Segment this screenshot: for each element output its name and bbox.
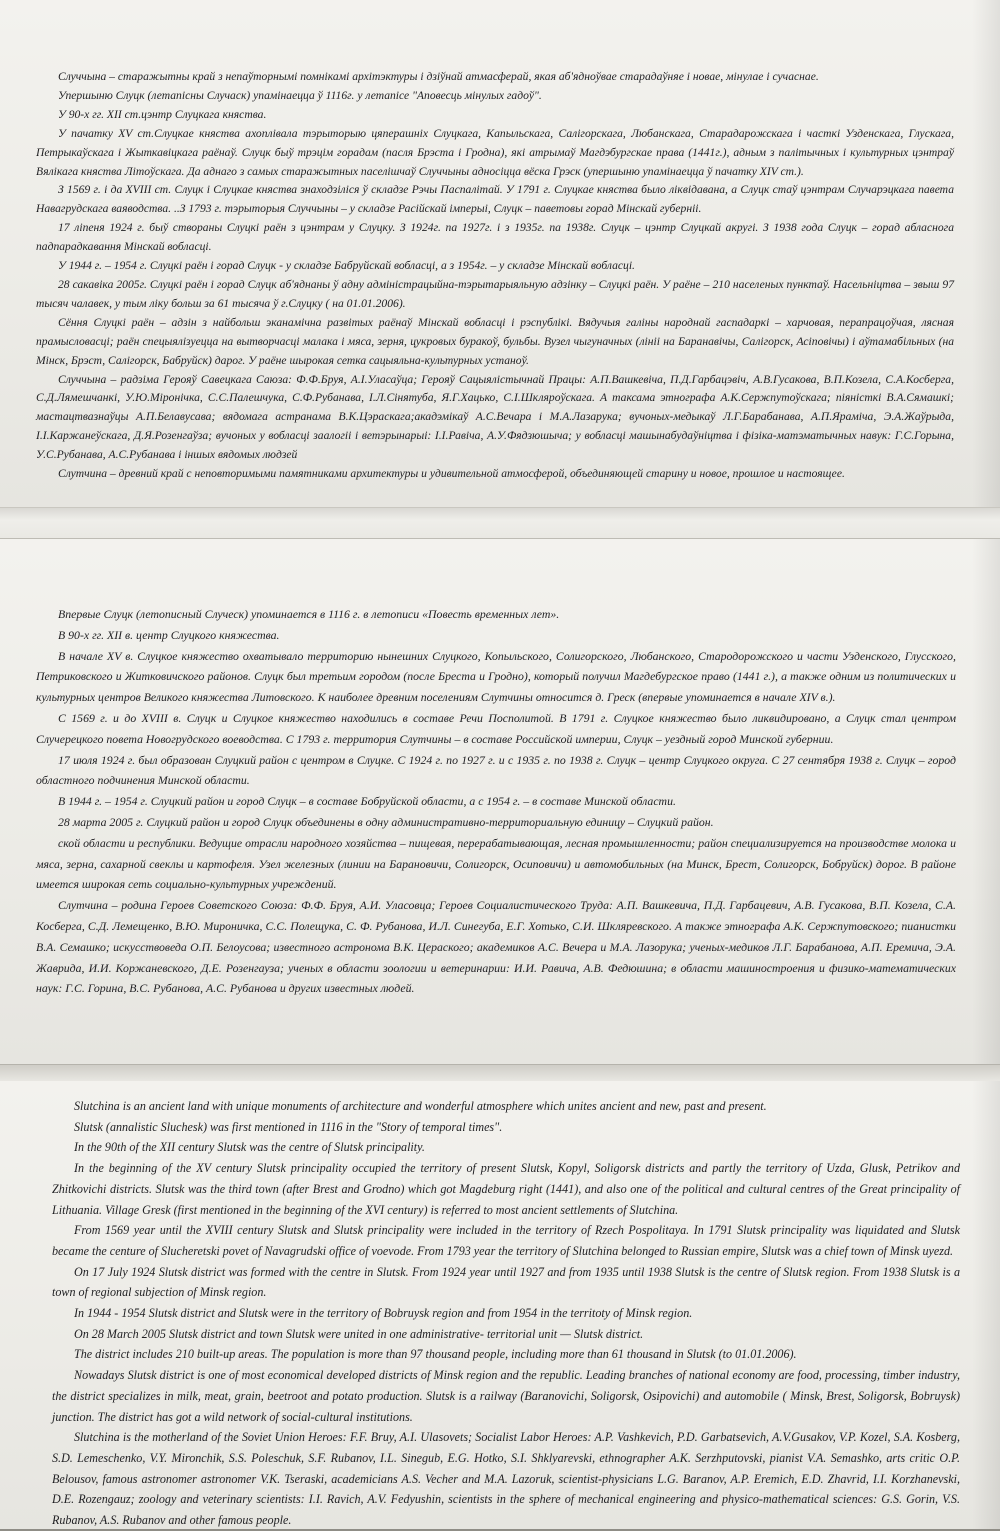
paragraph: У пачатку XV ст.Слуцкае княства ахоплівала тэрыторыю цяперашніх Слуцкага, Капыльскага, Салігорскага, Любанскага, Старадарожскага і часткі Узденскага, Глускага, Петрыкаўскага і Жыткавіцкага раёнаў. Слуцк быў трэцім горадам (пасля Брэста і Гродна), які атрымаў Магдэбургскае права (1441г.), адным з палітычных і культурных цэнтраў Вялікага княства Літоўскага. Да аднаго з самых старажытных паселішчаў Случчыны адносіцца вёска Грэск (упершыню упамінаецца ў пачатку XIV ст.). (36, 126, 954, 178)
paragraph: С 1569 г. и до XVIII в. Слуцк и Слуцкое княжество находились в составе Речи Посполитой. В 1791 г. Слуцкое княжество было ликвидировано, а Слуцк стал центром Случерецкого повета Новогрудского воеводства. С 1793 г. территория Слутчины – в составе Российской империи, Слуцк – уездный город Минской губернии. (36, 710, 956, 746)
paragraph: Впервые Слуцк (летописный Случеск) упоминается в 1116 г. в летописи «Повесть временных лет». (58, 607, 560, 621)
paragraph: 17 июля 1924 г. был образован Слуцкий район с центром в Слуцке. С 1924 г. по 1927 г. и с 1935 г. по 1938 г. Слуцк – центр Слуцкого округа. С 27 сентября 1938 г. Слуцк – город областного подчинения Минской области. (36, 752, 956, 788)
paragraph: Slutchina is an ancient land with unique monuments of architecture and wonderful atmosphere which unites ancient and new, past and present. (74, 1099, 767, 1113)
paragraph: Slutchina is the motherland of the Soviet Union Heroes: F.F. Bruy, A.I. Ulasovets; Socialist Labor Heroes: A.P. Vashkevich, P.D. Garbatsevich, A.V.Gusakov, V.P. Kozel, S.A. Kosberg, S.D. Lemeschenko, V.Y. Mironchik, S.S. Poleschuk, S.F. Rubanov, I.L. Sinegub, E.G. Hotko, S.I. Shklyarevski, ethnographer A.K. Serzhputovski, pianist V.A. Semashko, arts critic O.P. Belousov, famous astronomer astronomer V.K. Tseraski, academicians A.S. Vecher and M.A. Lazoruk, scientist-physicians L.G. Baranov, A.P. Eremich, E.D. Zhavrid, I.I. Korzhanevski, D.E. Rozengauz; zoology and veterinary scientists: I.I. Ravich, A.V. Fedyushin, scientists in the sphere of mechanical engineering and physico-mathematical sciences: G.S. Gorin, V.S. Rubanov, A.S. Rubanov and other famous people. (52, 1430, 960, 1528)
paragraph: Nowadays Slutsk district is one of most economical developed districts of Minsk region and the republic. Leading branches of national economy are food, processing, timber industry, the district specializes in milk, meat, grain, beetroot and potato production. Slutsk is a railway (Baranovichi, Soligorsk, Osipovichi) and automobile ( Minsk, Brest, Soligorsk, Bobruysk) junction. The district has got a wild network of social-cultural institutions. (52, 1368, 960, 1424)
paragraph: У 1944 г. – 1954 г. Слуцкі раён і горад Слуцк - у складзе Бабруйскай вобласці, а з 1954г. – у складзе Мінскай вобласці. (58, 259, 635, 273)
paragraph: Slutsk (annalistic Sluchesk) was first mentioned in 1116 in the "Story of temporal times". (74, 1119, 503, 1134)
paragraph: Слутчина – древний край с неповторимыми памятниками архитектуры и удивительной атмосферой, объединяющей старину и новое, прошлое и настоящее. (58, 467, 845, 481)
paragraph: 28 сакавіка 2005г. Слуцкі раён і горад Слуцк аб'яднаны ў адну адміністрацыйна-тэрытарыяльную адзінку – Слуцкі раён. У раёне – 210 населеных пунктаў. Насельніцтва – звыш 97 тысяч чалавек, у тым ліку больш за 61 тысяча ў г.Слуцку ( на 01.01.2006). (36, 277, 954, 310)
paragraph: Случчына – старажытны край з непаўторнымі помнікамі архітэктуры і дзіўнай атмасферай, якая аб'ядноўвае старадаўняе і новае, мінулае і сучаснае. (58, 70, 819, 83)
paragraph: ской области и республики. Ведущие отрасли народного хозяйства – пищевая, перерабатывающая, лесная промышленности; район специализируется на производстве молока и мяса, зерна, сахарной свеклы и картофеля. Узел железных (линии на Барановичи, Солигорск, Осиповичи) и автомобильных (на Минск, Брест, Солигорск, Бобруйск) дорог. В районе имеется широкая сеть социально-культурных учреждений. (36, 835, 956, 892)
paragraph: 28 марта 2005 г. Слуцкий район и город Слуцк объединены в одну административно-территориальную единицу – Слуцкий район. (58, 814, 714, 829)
paragraph: Сёння Слуцкі раён – адзін з найбольш эканамічна развітых раёнаў Мінскай вобласці і рэспублікі. Вядучыя галіны народнай гаспадаркі – харчовая, перапрацоўчая, лясная прамысловасці; раён спецыялізуецца на вытворчасці малака і мяса, зерня, цукровых буракоў, бульбы. Вузел чыгуначных (лініі на Баранавічы, Салігорск, Асіповічы) і аўтамабільных (на Мінск, Брэст, Салігорск, Бабруйск) дарог. У раёне шырокая сетка сацыяльна-культурных устаноў. (36, 315, 954, 367)
english-history-text (52, 1096, 960, 1531)
paragraph: З 1569 г. і да XVIII ст. Слуцк і Слуцкае княства знаходзіліся ў складзе Рэчы Паспалітай. У 1791 г. Слуцкае княства было ліквідавана, а Слуцк стаў цэнтрам Случарэцкага павета Навагрудскага ваяводства. ..З 1793 г. тэрыторыя Случчыны – у складзе Расійскай імперыі, Слуцк – паветовы горад Мінскай губерніі. (36, 183, 954, 216)
paragraph: У 90-х гг. XII ст.цэнтр Слуцкага княства. (58, 107, 267, 121)
paragraph: In 1944 - 1954 Slutsk district and Slutsk were in the territory of Bobruysk region and from 1954 in the territoty of Minsk region. (74, 1306, 693, 1321)
paragraph: In the 90th of the XII century Slutsk was the centre of Slutsk principality. (74, 1140, 425, 1155)
paragraph: From 1569 year until the XVIII century Slutsk and Slutsk principality were included in the territory of Rzech Pospolitaya. In 1791 Slutsk principality was liquidated and Slutsk became the centure of Slucheretski povet of Navagrudski office of voevode. From 1793 year the territory of Slutchina belonged to Russian empire, Slutsk was a chief town of Minsk uyezd. (52, 1223, 960, 1258)
paragraph: Слутчина – родина Героев Советского Союза: Ф.Ф. Бруя, А.И. Уласовца; Героев Социалистического Труда: А.П. Вашкевича, П.Д. Гарбацевич, А.В. Гусакова, В.П. Козела, С.А. Косберга, С.Д. Лемещенко, В.Ю. Мироничка, С.С. Полещука, С. Ф. Рубанова, И.Л. Синегуба, Е.Г. Хотько, С.И. Шкляревского. А также этнографа А.К. Сержпутовского; пианистки В.А. Семашко; искусствоведа О.П. Белоусова; известного астронома В.К. Цераского; академиков А.С. Вечера и М.А. Лазорука; ученых-медиков Л.Г. Барабанова, А.П. Еремича, Э.А. Жаврида, И.И. Коржаневского, Д.Е. Розенгауза; ученых в области зоологии и ветеринарии: И.И. Равича, А.В. Федюшина; в области машиностроения и физико-математических наук: Г.С. Горина, В.С. Рубанова, А.С. Рубанова и других известных людей. (36, 898, 956, 996)
paragraph: Упершыню Слуцк (летапісны Случаск) упамінаецца ў 1116г. у летапісе "Аповесць мінулых гадоў". (58, 88, 542, 102)
paragraph: The district includes 210 built-up areas. The population is more than 97 thousand people, including more than 61 thousand in Slutsk (to 01.01.2006). (74, 1347, 797, 1362)
paragraph: Случчына – радзіма Герояў Савецкага Саюза: Ф.Ф.Бруя, А.І.Уласаўца; Герояў Сацыялістычнай Працы: А.П.Вашкевіча, П.Д.Гарбацэвіч, А.В.Гусакова, В.П.Козела, С.А.Косберга, С.Д.Лямешчанкі, У.Ю.Міронічка, С.С.Палешчука, С.Ф.Рубанава, І.Л.Сінятуба, Я.Г.Хацько, С.І.Шкляроўскага. А таксама этнографа А.К.Сержпутоўскага; піяністкі В.А.Сямашкі; мастацтвазнаўцы А.П.Белавусава; вядомага астранама В.К.Цэраскага;акадэмікаў А.С.Вечара і М.А.Лазарука; вучоных-медыкаў Л.Г.Барабанава, А.П.Яраміча, Э.А.Жаўрыда, І.І.Каржанеўскага, Д.Я.Розенгаўза; вучоных у вобласці заалогіі і ветэрынарыі: І.І.Равіча, А.У.Фядзюшыча; у вобласці машынабудаўніцтва і фізіка-матэматычных навук: Г.С.Горына, У.С.Рубанава, А.С.Рубанава і іншых вядомых людзей (36, 372, 954, 462)
paragraph: В 1944 г. – 1954 г. Слуцкий район и город Слуцк – в составе Бобруйской области, а с 1954 г. – в составе Минской области. (58, 794, 676, 809)
paragraph: In the beginning of the XV century Slutsk principality occupied the territory of present Slutsk, Kopyl, Soligorsk districts and partly the territory of Uzda, Glusk, Petrikov and Zhitkovichi districts. Slutsk was the third town (after Brest and Grodno) which got Magdeburg right (1441), and also one of the political and cultural centres of the Great principality of Lithuania. Village Gresk (first mentioned in the beginning of the XVI century) is referred to most ancient settlements of Slutchina. (52, 1161, 960, 1217)
belarusian-history-text (36, 68, 954, 484)
page-edge-shadow (972, 0, 1000, 507)
paragraph: 17 ліпеня 1924 г. быў створаны Слуцкі раён з цэнтрам у Слуцку. З 1924г. па 1927г. і з 1935г. па 1938г. Слуцк – цэнтр Слуцкай акругі. З 1938 года Слуцк – горад абласнога падпарадкавання Мінскай вобласці. (36, 221, 954, 254)
fold-crease (0, 1065, 1000, 1081)
paragraph: On 28 March 2005 Slutsk district and town Slutsk were united in one administrative- territorial unit — Slutsk district. (74, 1326, 644, 1341)
russian-history-text (36, 604, 956, 999)
paragraph: В начале XV в. Слуцкое княжество охватывало территорию нынешних Слуцкого, Копыльского, Солигорского, Любанского, Стародорожского и части Узденского, Глусского, Петриковского и Житковичского районов. Слуцк был третьим городом (после Бреста и Гродно), который получил Магдебургское право (1441 г.), а также одним из политических и культурных центров Великого княжества Литовского. К наиболее древним поселениям Слутчины относится д. Греск (впервые упоминается в начале XIV в.). (36, 648, 956, 705)
page-edge-shadow (972, 1081, 1000, 1529)
paragraph: On 17 July 1924 Slutsk district was formed with the centre in Slutsk. From 1924 year until 1927 and from 1935 until 1938 Slutsk is the centre of Slutsk region. From 1938 Slutsk is a town of regional subjection of Minsk region. (52, 1264, 960, 1300)
page-edge-shadow (972, 539, 1000, 1064)
paragraph: В 90-х гг. XII в. центр Слуцкого княжества. (58, 627, 280, 642)
fold-crease (0, 508, 1000, 538)
